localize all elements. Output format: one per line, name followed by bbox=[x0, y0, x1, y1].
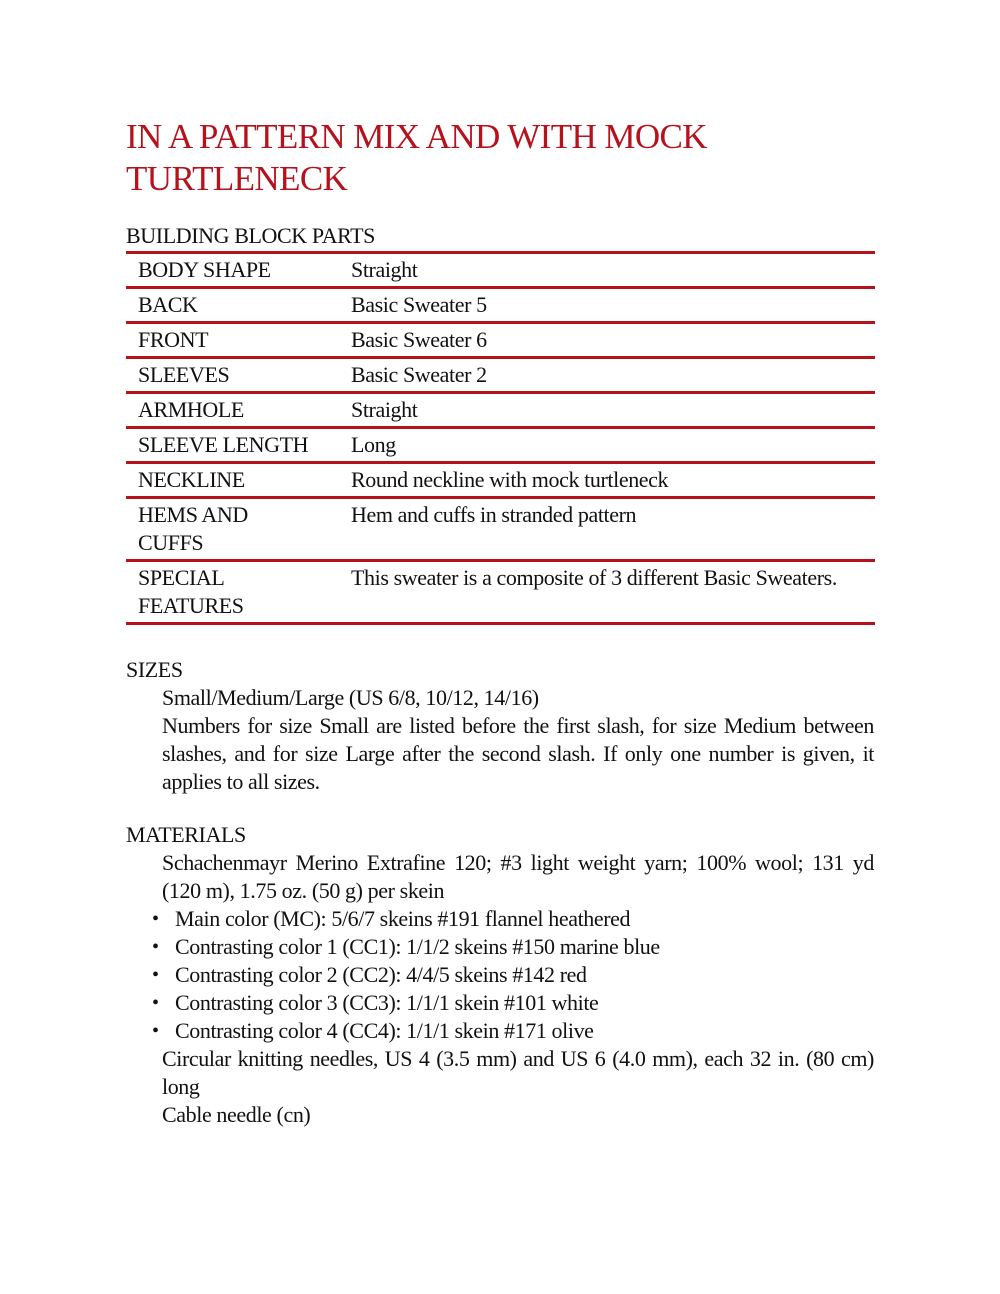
cable-needle: Cable needle (cn) bbox=[162, 1102, 311, 1127]
bullet-icon: • bbox=[152, 908, 159, 930]
sizes-section bbox=[162, 684, 874, 796]
row-value: Round neckline with mock turtleneck bbox=[351, 467, 669, 492]
sizes-note: Numbers for size Small are listed before the first slash, for size Medium between slashes, and for size Large after the second slash. If only one number is given, it applies to all sizes. bbox=[162, 713, 874, 794]
row-value: Basic Sweater 5 bbox=[351, 292, 487, 317]
row-value: Hem and cuffs in stranded pattern bbox=[351, 502, 637, 527]
color-item-text: Main color (MC): 5/6/7 skeins #191 flannel heathered bbox=[175, 906, 631, 931]
needles-description: Circular knitting needles, US 4 (3.5 mm) and US 6 (4.0 mm), each 32 in. (80 cm) long bbox=[162, 1046, 874, 1099]
list-item bbox=[152, 989, 874, 1017]
table-row bbox=[126, 498, 875, 561]
row-key: BODY SHAPE bbox=[138, 257, 271, 282]
table-row bbox=[126, 561, 875, 624]
color-item-text: Contrasting color 4 (CC4): 1/1/1 skein #171 olive bbox=[175, 1018, 594, 1043]
row-key: FRONT bbox=[138, 327, 209, 352]
row-value: Basic Sweater 6 bbox=[351, 327, 487, 352]
table-row bbox=[126, 323, 875, 358]
list-item bbox=[152, 961, 874, 989]
table-row bbox=[126, 253, 875, 288]
row-value: This sweater is a composite of 3 different Basic Sweaters. bbox=[351, 565, 837, 590]
row-value: Basic Sweater 2 bbox=[351, 362, 487, 387]
row-key: ARMHOLE bbox=[138, 397, 244, 422]
color-item-text: Contrasting color 1 (CC1): 1/1/2 skeins #150 marine blue bbox=[175, 934, 660, 959]
materials-section bbox=[152, 849, 874, 1129]
row-value: Straight bbox=[351, 397, 418, 422]
sizes-range: Small/Medium/Large (US 6/8, 10/12, 14/16) bbox=[162, 685, 539, 710]
row-key: HEMS AND CUFFS bbox=[138, 502, 248, 555]
color-item-text: Contrasting color 2 (CC2): 4/4/5 skeins #142 red bbox=[175, 962, 587, 987]
row-key: BACK bbox=[138, 292, 198, 317]
row-key: SLEEVE LENGTH bbox=[138, 432, 309, 457]
building-block-heading: BUILDING BLOCK PARTS bbox=[126, 223, 376, 248]
bullet-icon: • bbox=[152, 964, 159, 986]
building-block-table bbox=[126, 251, 875, 625]
color-item-text: Contrasting color 3 (CC3): 1/1/1 skein #101 white bbox=[175, 990, 599, 1015]
row-key: SPECIAL FEATURES bbox=[138, 565, 244, 618]
sizes-heading: SIZES bbox=[126, 657, 183, 682]
list-item bbox=[152, 1017, 874, 1045]
yarn-description: Schachenmayr Merino Extrafine 120; #3 light weight yarn; 100% wool; 131 yd (120 m), 1.75 oz. (50 g) per skein bbox=[162, 850, 874, 903]
page-title: IN A PATTERN MIX AND WITH MOCK TURTLENECK bbox=[126, 117, 707, 198]
bullet-icon: • bbox=[152, 936, 159, 958]
bullet-icon: • bbox=[152, 992, 159, 1014]
table-row bbox=[126, 358, 875, 393]
materials-heading: MATERIALS bbox=[126, 822, 246, 847]
row-key: NECKLINE bbox=[138, 467, 245, 492]
bullet-icon: • bbox=[152, 1020, 159, 1042]
table-row bbox=[126, 393, 875, 428]
row-key: SLEEVES bbox=[138, 362, 230, 387]
list-item bbox=[152, 933, 874, 961]
list-item bbox=[152, 905, 874, 933]
table-row bbox=[126, 428, 875, 463]
table-row bbox=[126, 463, 875, 498]
table-row bbox=[126, 288, 875, 323]
row-value: Straight bbox=[351, 257, 418, 282]
color-list bbox=[152, 905, 874, 1045]
row-value: Long bbox=[351, 432, 396, 457]
